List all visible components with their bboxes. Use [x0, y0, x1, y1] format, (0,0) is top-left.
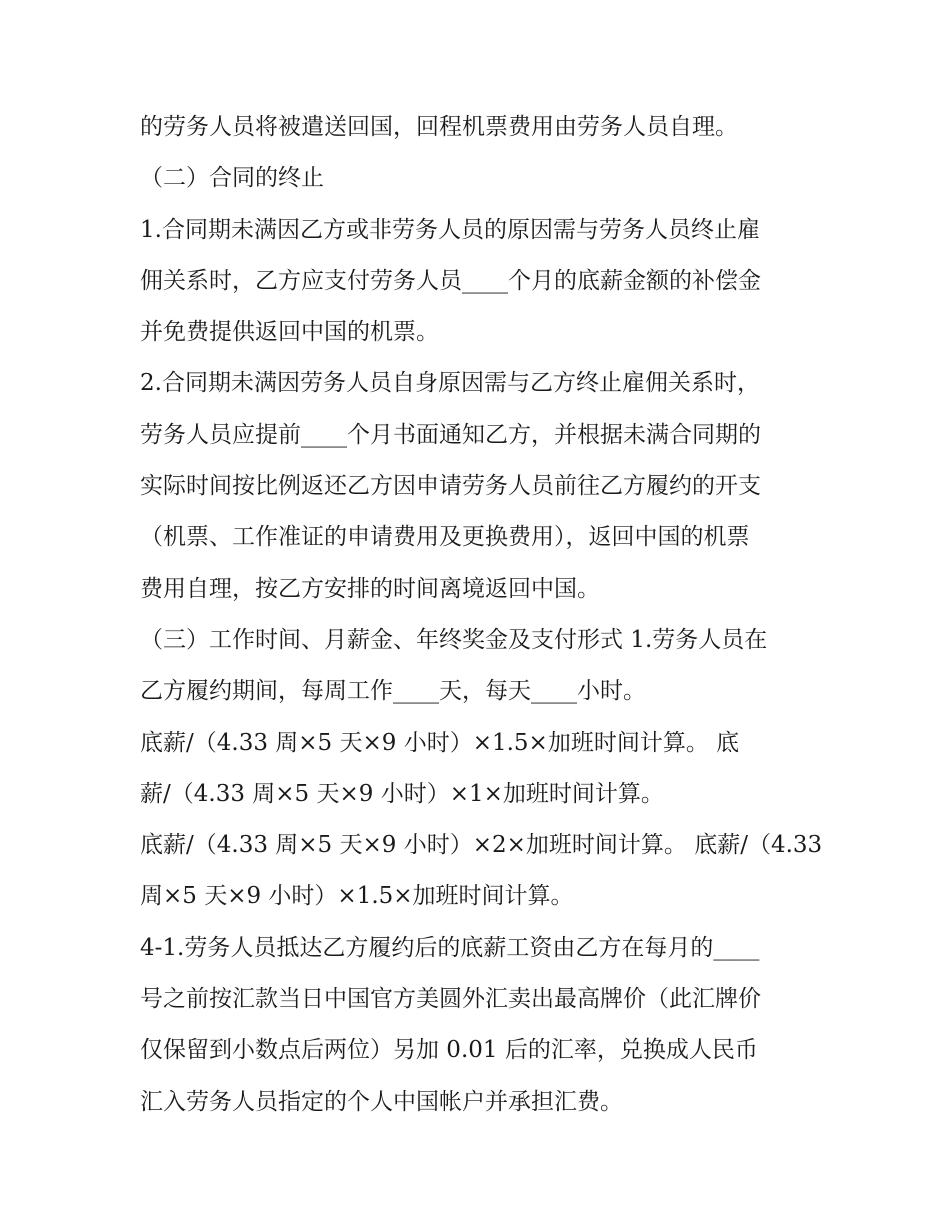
- section-heading: （二）合同的终止: [140, 165, 324, 192]
- text-line: 底薪/（4.33 周×5 天×9 小时）×1.5×加班时间计算。 底: [140, 729, 740, 756]
- text-line: 薪/（4.33 周×5 天×9 小时）×1×加班时间计算。: [140, 780, 664, 807]
- text-line: 并免费提供返回中国的机票。: [140, 319, 439, 346]
- text-line: 2.合同期未满因劳务人员自身原因需与乙方终止雇佣关系时，: [140, 370, 760, 397]
- text-line: 劳务人员应提前____个月书面通知乙方，并根据未满合同期的: [140, 421, 761, 448]
- text-line: 4-1.劳务人员抵达乙方履约后的底薪工资由乙方在每月的____: [140, 934, 760, 961]
- text-line: 汇入劳务人员指定的个人中国帐户并承担汇费。: [140, 1088, 623, 1115]
- document-body: [140, 102, 830, 1128]
- text-line: 底薪/（4.33 周×5 天×9 小时）×2×加班时间计算。 底薪/（4.33: [140, 832, 823, 859]
- text-line: 乙方履约期间，每周工作____天，每天____小时。: [140, 678, 646, 705]
- text-line: 周×5 天×9 小时）×1.5×加班时间计算。: [140, 883, 574, 910]
- text-line: 佣关系时，乙方应支付劳务人员____个月的底薪金额的补偿金: [140, 267, 761, 294]
- text-line: （机票、工作准证的申请费用及更换费用），返回中国的机票: [140, 524, 750, 551]
- text-line: 1.合同期未满因乙方或非劳务人员的原因需与劳务人员终止雇: [140, 216, 760, 243]
- section-heading: （三）工作时间、月薪金、年终奖金及支付形式 1.劳务人员在: [140, 626, 768, 653]
- text-line: 费用自理，按乙方安排的时间离境返回中国。: [140, 575, 600, 602]
- text-line: 仅保留到小数点后两位）另加 0.01 后的汇率，兑换成人民币: [140, 1037, 758, 1064]
- text-line: 的劳务人员将被遣送回国，回程机票费用由劳务人员自理。: [140, 114, 738, 140]
- text-line: 号之前按汇款当日中国官方美圆外汇卖出最高牌价（此汇牌价: [140, 986, 761, 1013]
- text-line: 实际时间按比例返还乙方因申请劳务人员前往乙方履约的开支: [140, 473, 761, 500]
